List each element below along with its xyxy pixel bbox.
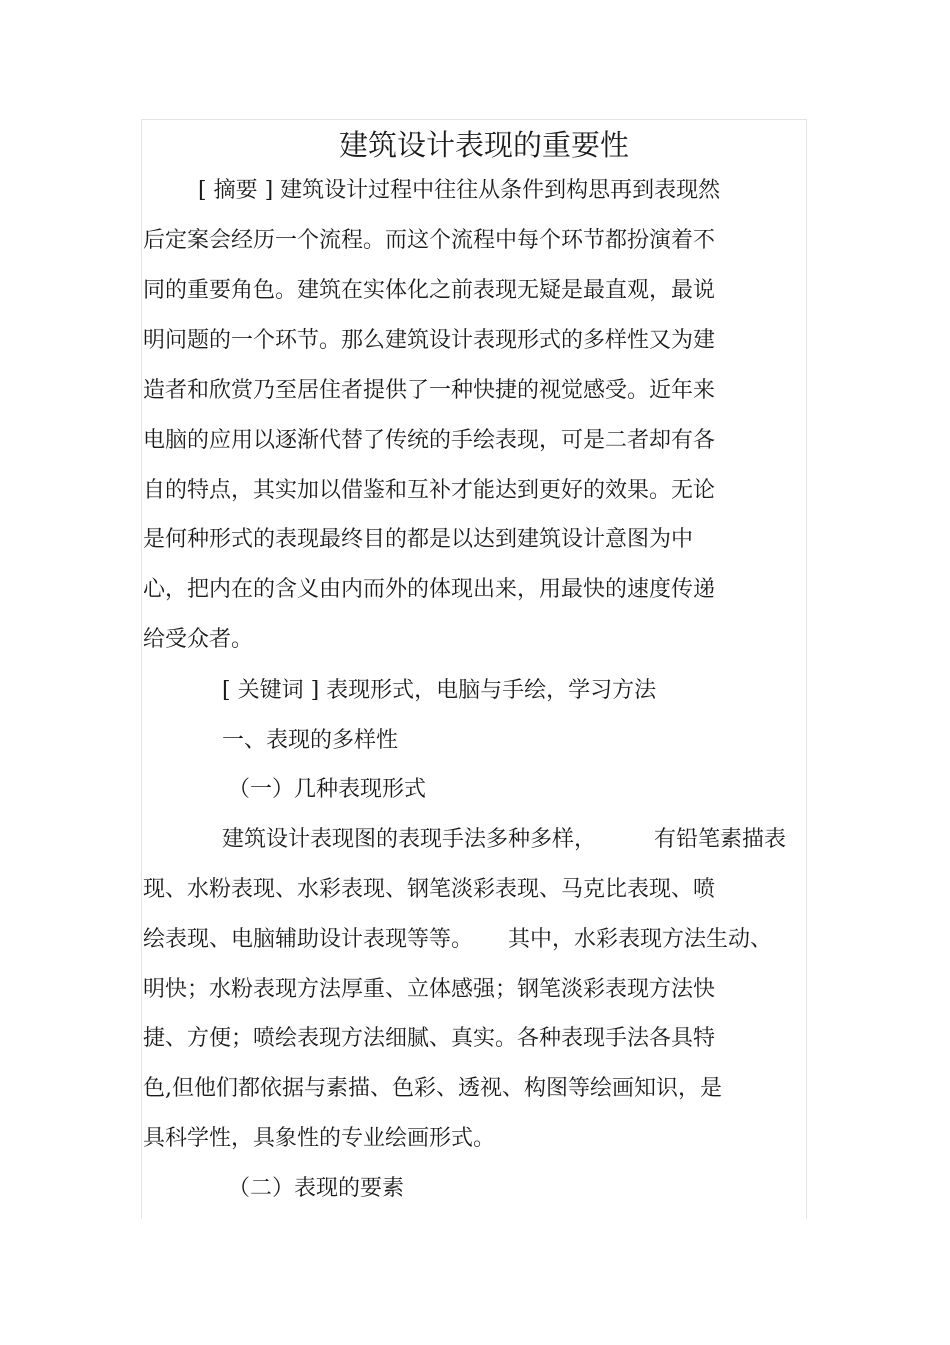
abstract-line: [ 摘要 ] 建筑设计过程中往往从条件到构思再到表现然 bbox=[198, 178, 721, 203]
abstract-line: 是何种形式的表现最终目的都是以达到建筑设计意图为中 bbox=[143, 527, 694, 552]
keywords-line: [ 关键词 ] 表现形式，电脑与手绘，学习方法 bbox=[222, 678, 657, 703]
abstract-line: 明问题的一个环节。那么建筑设计表现形式的多样性又为建 bbox=[143, 328, 716, 353]
paragraph-line: 明快；水粉表现方法厚重、立体感强；钢笔淡彩表现方法快 bbox=[143, 977, 716, 1002]
abstract-line: 电脑的应用以逐渐代替了传统的手绘表现，可是二者却有各 bbox=[143, 428, 716, 453]
document-title: 建筑设计表现的重要性 bbox=[338, 128, 629, 162]
paragraph-line: 捷、方便；喷绘表现方法细腻、真实。各种表现手法各具特 bbox=[143, 1026, 716, 1051]
paragraph-line: 具科学性，具象性的专业绘画形式。 bbox=[143, 1126, 496, 1151]
abstract-line: 心，把内在的含义由内而外的体现出来，用最快的速度传递 bbox=[143, 577, 716, 602]
abstract-line: 给受众者。 bbox=[143, 627, 254, 652]
paragraph-line: 色,但他们都依据与素描、色彩、透视、构图等绘画知识，是 bbox=[143, 1076, 722, 1101]
paragraph-line: 绘表现、电脑辅助设计表现等等。 bbox=[143, 927, 474, 952]
paragraph-line: 其中，水彩表现方法生动、 bbox=[508, 927, 773, 952]
abstract-line: 后定案会经历一个流程。而这个流程中每个环节都扮演着不 bbox=[143, 228, 716, 253]
subsection-heading: （一）几种表现形式 bbox=[228, 777, 427, 802]
abstract-line: 自的特点，其实加以借鉴和互补才能达到更好的效果。无论 bbox=[143, 478, 716, 503]
section-heading: 一、表现的多样性 bbox=[222, 728, 399, 753]
paragraph-line: 有铅笔素描表 bbox=[654, 827, 787, 852]
paragraph-line: 现、水粉表现、水彩表现、钢笔淡彩表现、马克比表现、喷 bbox=[143, 877, 716, 902]
subsection-heading: （二）表现的要素 bbox=[228, 1176, 405, 1201]
abstract-line: 同的重要角色。建筑在实体化之前表现无疑是最直观，最说 bbox=[143, 278, 716, 303]
paragraph-line: 建筑设计表现图的表现手法多种多样， bbox=[222, 827, 597, 852]
abstract-line: 造者和欣赏乃至居住者提供了一种快捷的视觉感受。近年来 bbox=[143, 378, 716, 403]
